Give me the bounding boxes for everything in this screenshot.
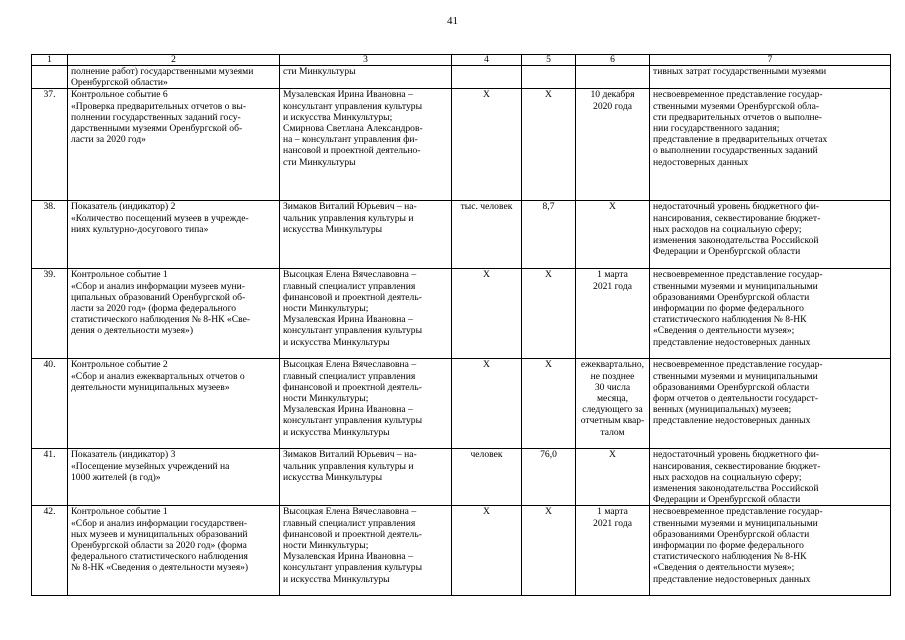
unit-cell: Х <box>452 89 522 201</box>
responsible-person: сти Минкультуры <box>280 66 452 89</box>
column-number-row <box>32 55 891 66</box>
value-cell: Х <box>522 269 576 359</box>
value-cell: 8,7 <box>522 201 576 269</box>
event-name: Контрольное событие 2 «Сбор и анализ ежеквартальных отчетов о деятельности муниципальных музеев» <box>68 359 280 449</box>
table-row <box>32 449 891 506</box>
deadline-cell <box>576 66 650 89</box>
column-number: 4 <box>452 55 522 66</box>
deadline-cell: Х <box>576 449 650 506</box>
risk-cell: недостаточный уровень бюджетного фи- нансирования, секвестирование бюджет- ных расходов на социальную сферу; изменения законодательства Российской Федерации и Оренбургской области <box>650 201 891 269</box>
row-number: 39. <box>32 269 68 359</box>
unit-cell: Х <box>452 506 522 596</box>
risk-cell: недостаточный уровень бюджетного фи- нансирования, секвестирование бюджет- ных расходов на социальную сферу; изменения законодательства Российской Федерации и Оренбургской области <box>650 449 891 506</box>
value-cell: 76,0 <box>522 449 576 506</box>
risk-cell: несвоевременное представление государ- ственными музеями и муниципальными образованиями Оренбургской области информации по форме федерального статистического наблюдения № 8-НК «Сведения о деятельности музея»; представление недостоверных данных <box>650 269 891 359</box>
column-number: 6 <box>576 55 650 66</box>
unit-cell: Х <box>452 359 522 449</box>
value-cell: Х <box>522 359 576 449</box>
table-row <box>32 201 891 269</box>
control-events-table <box>31 54 891 596</box>
table-row <box>32 506 891 596</box>
unit-cell <box>452 66 522 89</box>
event-name: Показатель (индикатор) 2 «Количество посещений музеев в учрежде- ниях культурно-досугового типа» <box>68 201 280 269</box>
table-row <box>32 66 891 89</box>
column-number: 3 <box>280 55 452 66</box>
table-row <box>32 359 891 449</box>
column-number: 1 <box>32 55 68 66</box>
event-name: Контрольное событие 1 «Сбор и анализ информации государствен- ных музеев и муниципальных образований Оренбургской области за 2020 год» (форма федерального статистического наблюдения № 8-НК «Сведения о деятельности музея») <box>68 506 280 596</box>
event-name: Контрольное событие 6 «Проверка предварительных отчетов о вы- полнении государственных заданий госу- дарственными музеями Оренбургской об- ласти за 2020 год» <box>68 89 280 201</box>
risk-cell: несвоевременное представление государ- ственными музеями и муниципальными образованиями Оренбургской области форм отчетов о деятельности государст- венных (муниципальных) музеев; представление недостоверных данных <box>650 359 891 449</box>
deadline-cell: ежеквартально, не позднее 30 числа месяца, следующего за отчетным квар- талом <box>576 359 650 449</box>
risk-cell: несвоевременное представление государ- ственными музеями и муниципальными образованиями Оренбургской области информации по форме федерального статистического наблюдения № 8-НК «Сведения о деятельности музея»; представление недостоверных данных <box>650 506 891 596</box>
row-number: 38. <box>32 201 68 269</box>
deadline-cell: Х <box>576 201 650 269</box>
column-number: 2 <box>68 55 280 66</box>
unit-cell: тыс. человек <box>452 201 522 269</box>
value-cell: Х <box>522 89 576 201</box>
unit-cell: человек <box>452 449 522 506</box>
row-number: 40. <box>32 359 68 449</box>
deadline-cell: 10 декабря 2020 года <box>576 89 650 201</box>
deadline-cell: 1 марта 2021 года <box>576 506 650 596</box>
responsible-person: Высоцкая Елена Вячеславовна – главный специалист управления финансовой и проектной деятель- ности Минкультуры; Музалевская Ирина Ивановна – консультант управления культуры и искусства Минкультуры <box>280 269 452 359</box>
responsible-person: Музалевская Ирина Ивановна – консультант управления культуры и искусства Минкультуры; Смирнова Светлана Александров- на – консультант управления фи- нансовой и проектной деятельно- сти Минкультуры <box>280 89 452 201</box>
event-name: Контрольное событие 1 «Сбор и анализ информации музеев муни- ципальных образований Оренбургской об- ласти за 2020 год» (форма федерального статистического наблюдения № 8-НК «Све- дения о деятельности музея») <box>68 269 280 359</box>
responsible-person: Зимаков Виталий Юрьевич – на- чальник управления культуры и искусства Минкультуры <box>280 201 452 269</box>
table-row <box>32 269 891 359</box>
row-number: 41. <box>32 449 68 506</box>
responsible-person: Зимаков Виталий Юрьевич – на- чальник управления культуры и искусства Минкультуры <box>280 449 452 506</box>
row-number: 42. <box>32 506 68 596</box>
responsible-person: Высоцкая Елена Вячеславовна – главный специалист управления финансовой и проектной деятель- ности Минкультуры; Музалевская Ирина Ивановна – консультант управления культуры и искусства Минкультуры <box>280 359 452 449</box>
column-number: 5 <box>522 55 576 66</box>
risk-cell: несвоевременное представление государ- ственными музеями Оренбургской обла- сти предварительных отчетов о выполне- нии государственного задания; представление в предварительных отчетах о выполнении государственных заданий недостоверных данных <box>650 89 891 201</box>
value-cell <box>522 66 576 89</box>
value-cell: Х <box>522 506 576 596</box>
row-number <box>32 66 68 89</box>
column-number: 7 <box>650 55 891 66</box>
event-name: Показатель (индикатор) 3 «Посещение музейных учреждений на 1000 жителей (в год)» <box>68 449 280 506</box>
deadline-cell: 1 марта 2021 года <box>576 269 650 359</box>
page-number: 41 <box>447 15 458 27</box>
responsible-person: Высоцкая Елена Вячеславовна – главный специалист управления финансовой и проектной деятель- ности Минкультуры; Музалевская Ирина Ивановна – консультант управления культуры и искусства Минкультуры <box>280 506 452 596</box>
row-number: 37. <box>32 89 68 201</box>
unit-cell: Х <box>452 269 522 359</box>
event-name: полнение работ) государственными музеями Оренбургской области» <box>68 66 280 89</box>
risk-cell: тивных затрат государственными музеями <box>650 66 891 89</box>
table-row <box>32 89 891 201</box>
